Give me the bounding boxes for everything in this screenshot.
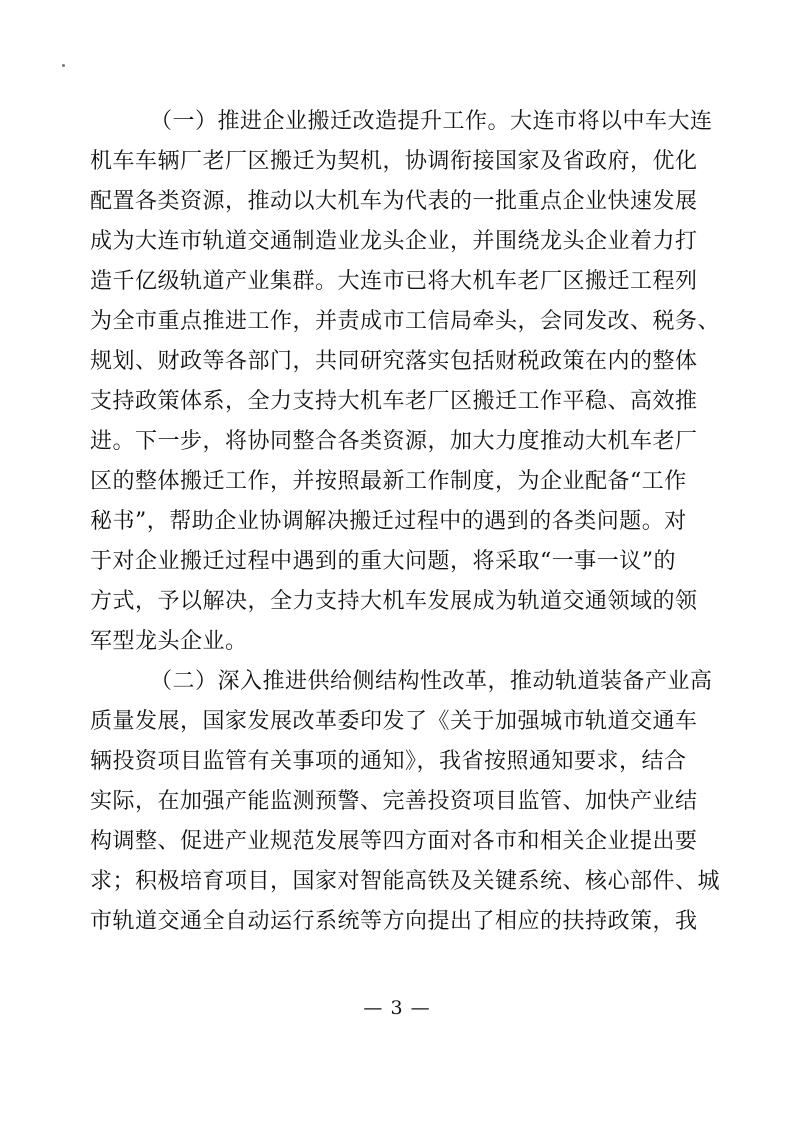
paragraph-2-line-7: 市轨道交通全自动运行系统等方向提出了相应的扶持政策，我 [90,909,698,934]
paragraph-2-line-6: 求；积极培育项目，国家对智能高铁及关键系统、核心部件、城 [90,869,721,894]
paragraph-1-line-1: （一）推进企业搬迁改造提升工作。大连市将以中车大连 [150,109,713,134]
paragraph-1-line-2: 机车车辆厂老厂区搬迁为契机，协调衔接国家及省政府，优化 [90,149,698,174]
paragraph-2-line-5: 构调整、促进产业规范发展等四方面对各市和相关企业提出要 [90,829,698,854]
paragraph-1-line-11: 秘书”，帮助企业协调解决搬迁过程中的遇到的各类问题。对 [90,509,687,534]
paragraph-2-line-2: 质量发展，国家发展改革委印发了《关于加强城市轨道交通车 [90,709,698,734]
paragraph-1-line-9: 进。下一步，将协同整合各类资源，加大力度推动大机车老厂 [90,429,698,454]
scan-speck [62,64,65,67]
paragraph-1-line-8: 支持政策体系，全力支持大机车老厂区搬迁工作平稳、高效推 [90,389,698,414]
paragraph-1-line-5: 造千亿级轨道产业集群。大连市已将大机车老厂区搬迁工程列 [90,269,698,294]
paragraph-2-line-4: 实际，在加强产能监测预警、完善投资项目监管、加快产业结 [90,789,698,814]
paragraph-1-line-10: 区的整体搬迁工作，并按照最新工作制度，为企业配备“工作 [90,469,687,494]
paragraph-2-line-1: （二）深入推进供给侧结构性改革，推动轨道装备产业高 [150,669,713,694]
paragraph-1-line-14: 军型龙头企业。 [90,629,248,654]
paragraph-1-line-6: 为全市重点推进工作，并责成市工信局牵头，会同发改、税务、 [90,309,721,334]
paragraph-1-line-13: 方式，予以解决，全力支持大机车发展成为轨道交通领域的领 [90,589,698,614]
paragraph-2-line-3: 辆投资项目监管有关事项的通知》，我省按照通知要求，结合 [90,749,687,774]
paragraph-1-line-4: 成为大连市轨道交通制造业龙头企业，并围绕龙头企业着力打 [90,229,698,254]
page-number: — 3 — [363,997,431,1019]
paragraph-1-line-3: 配置各类资源，推动以大机车为代表的一批重点企业快速发展 [90,189,698,214]
paragraph-1-line-12: 于对企业搬迁过程中遇到的重大问题，将采取“一事一议”的 [90,549,676,574]
paragraph-1-line-7: 规划、财政等各部门，共同研究落实包括财税政策在内的整体 [90,349,698,374]
